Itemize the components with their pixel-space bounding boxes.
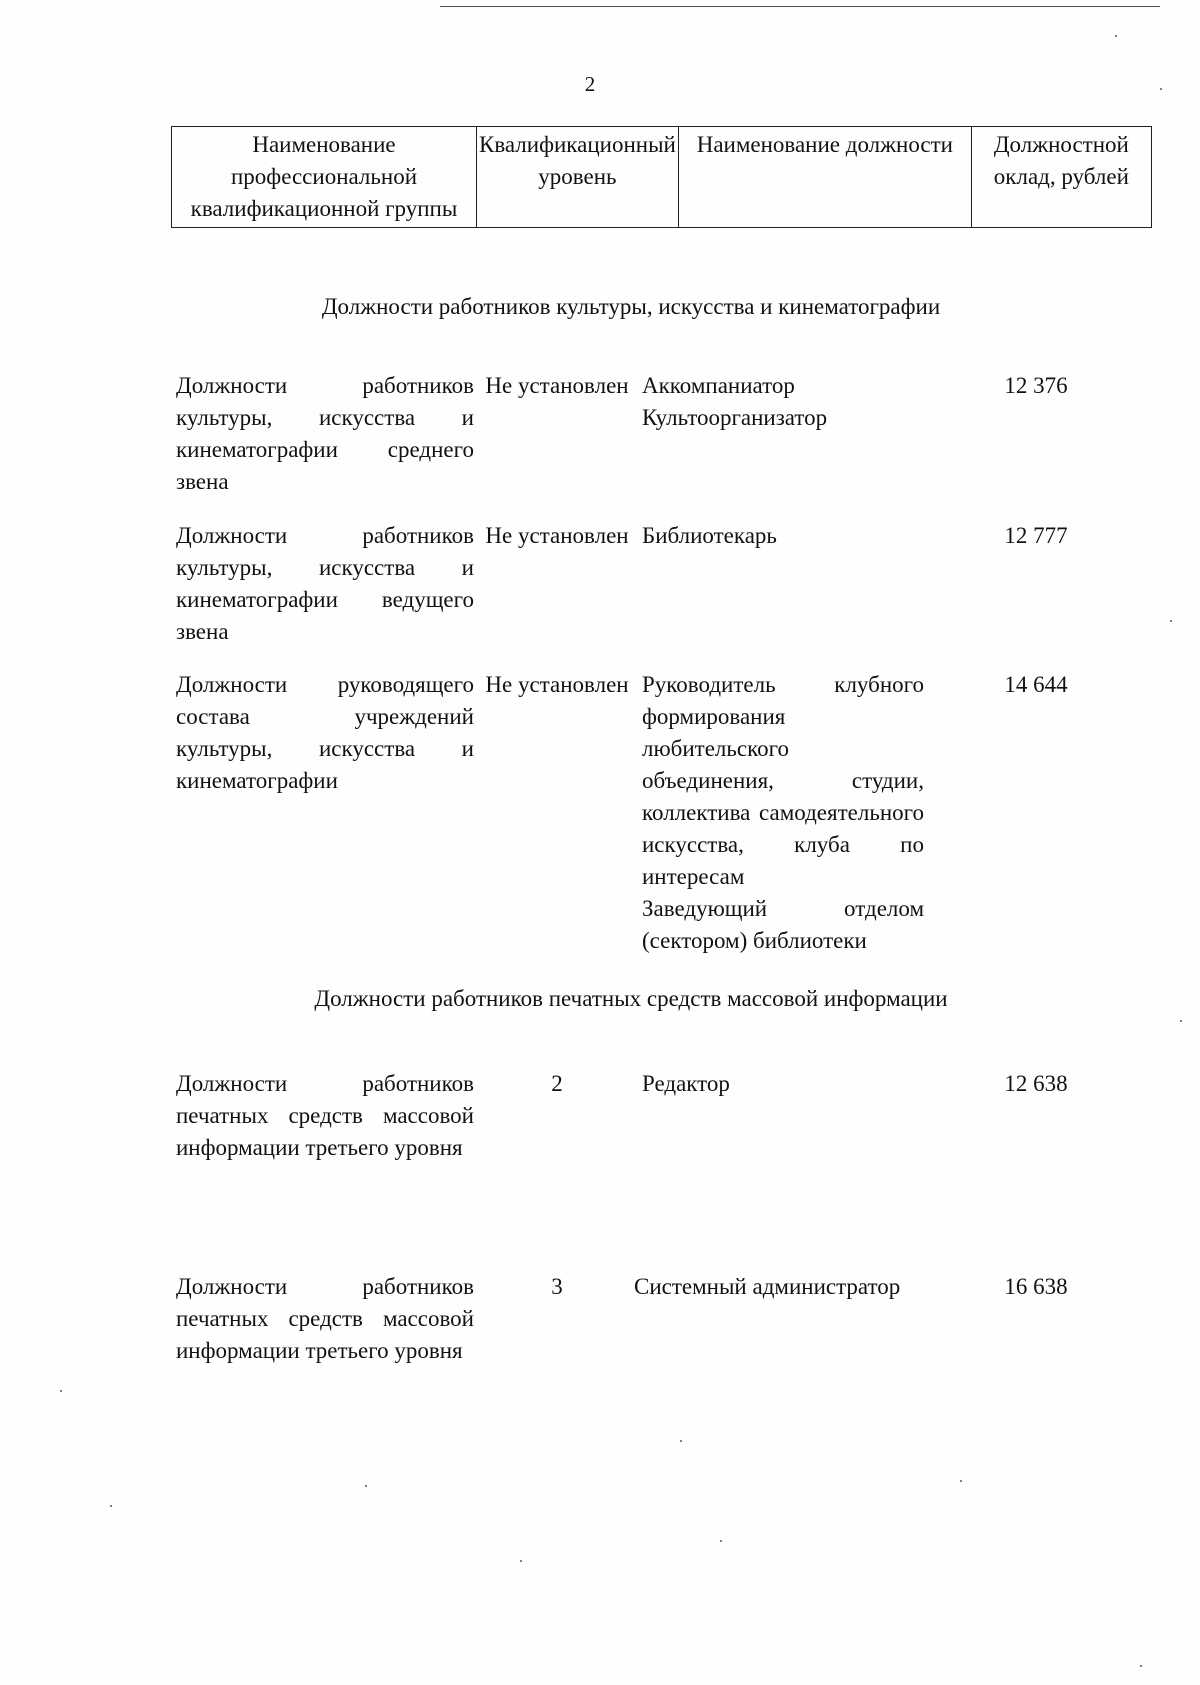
table-header-row [172, 127, 1152, 228]
row-positions: Библиотекарь [642, 523, 777, 548]
row-group: Должности работников печатных средств массовой информации третьего уровня [176, 1274, 474, 1363]
section-title-culture: Должности работников культуры, искусства и кинематографии [321, 294, 941, 319]
scan-speck [1180, 1020, 1182, 1022]
section-title-print-media: Должности работников печатных средств массовой информации [314, 986, 948, 1011]
row-group: Должности руководящего состава учреждений культуры, искусства и кинематографии [176, 672, 474, 793]
scan-speck [1160, 88, 1162, 90]
row-group: Должности работников печатных средств массовой информации третьего уровня [176, 1071, 474, 1160]
scan-speck [520, 1560, 522, 1562]
top-rule [440, 6, 1160, 7]
row-salary: 12 777 [1004, 523, 1068, 548]
row-level: Не установлен [485, 672, 629, 697]
page-number: 2 [584, 72, 596, 96]
scan-speck [60, 1390, 62, 1392]
header-col-group: Наименование профессиональной квалификационной группы [172, 127, 477, 228]
header-col-level: Квалификационный уровень [477, 127, 679, 228]
header-col-position: Наименование должности [678, 127, 971, 228]
row-level: Не установлен [485, 373, 629, 398]
scan-speck [1140, 1665, 1142, 1667]
row-salary: 12 376 [1004, 373, 1068, 398]
scan-speck [110, 1505, 112, 1507]
row-positions: Редактор [642, 1071, 730, 1096]
row-level: 3 [551, 1274, 563, 1299]
row-salary: 12 638 [1004, 1071, 1068, 1096]
row-salary: 16 638 [1004, 1274, 1068, 1299]
scan-speck [960, 1480, 962, 1482]
row-positions: Системный администратор [634, 1274, 901, 1299]
row-group: Должности работников культуры, искусства и кинематографии ведущего звена [176, 523, 474, 644]
row-level: Не установлен [485, 523, 629, 548]
scan-speck [1115, 35, 1117, 37]
row-level: 2 [551, 1071, 563, 1096]
scan-speck [365, 1485, 367, 1487]
scan-speck [680, 1440, 682, 1442]
table-header [171, 126, 1152, 228]
row-group: Должности работников культуры, искусства и кинематографии среднего звена [176, 373, 474, 494]
row-positions: Руководитель клубного формирования любительского объединения, студии, коллектива самодеятельного искусства, клуба по интересам Заведующий отделом (сектором) библиотеки [642, 672, 924, 953]
row-positions: Аккомпаниатор Культоорганизатор [642, 373, 828, 430]
scan-speck [1170, 620, 1172, 622]
scan-speck [720, 1540, 722, 1542]
header-col-salary: Должностной оклад, рублей [971, 127, 1151, 228]
row-salary: 14 644 [1004, 672, 1068, 697]
